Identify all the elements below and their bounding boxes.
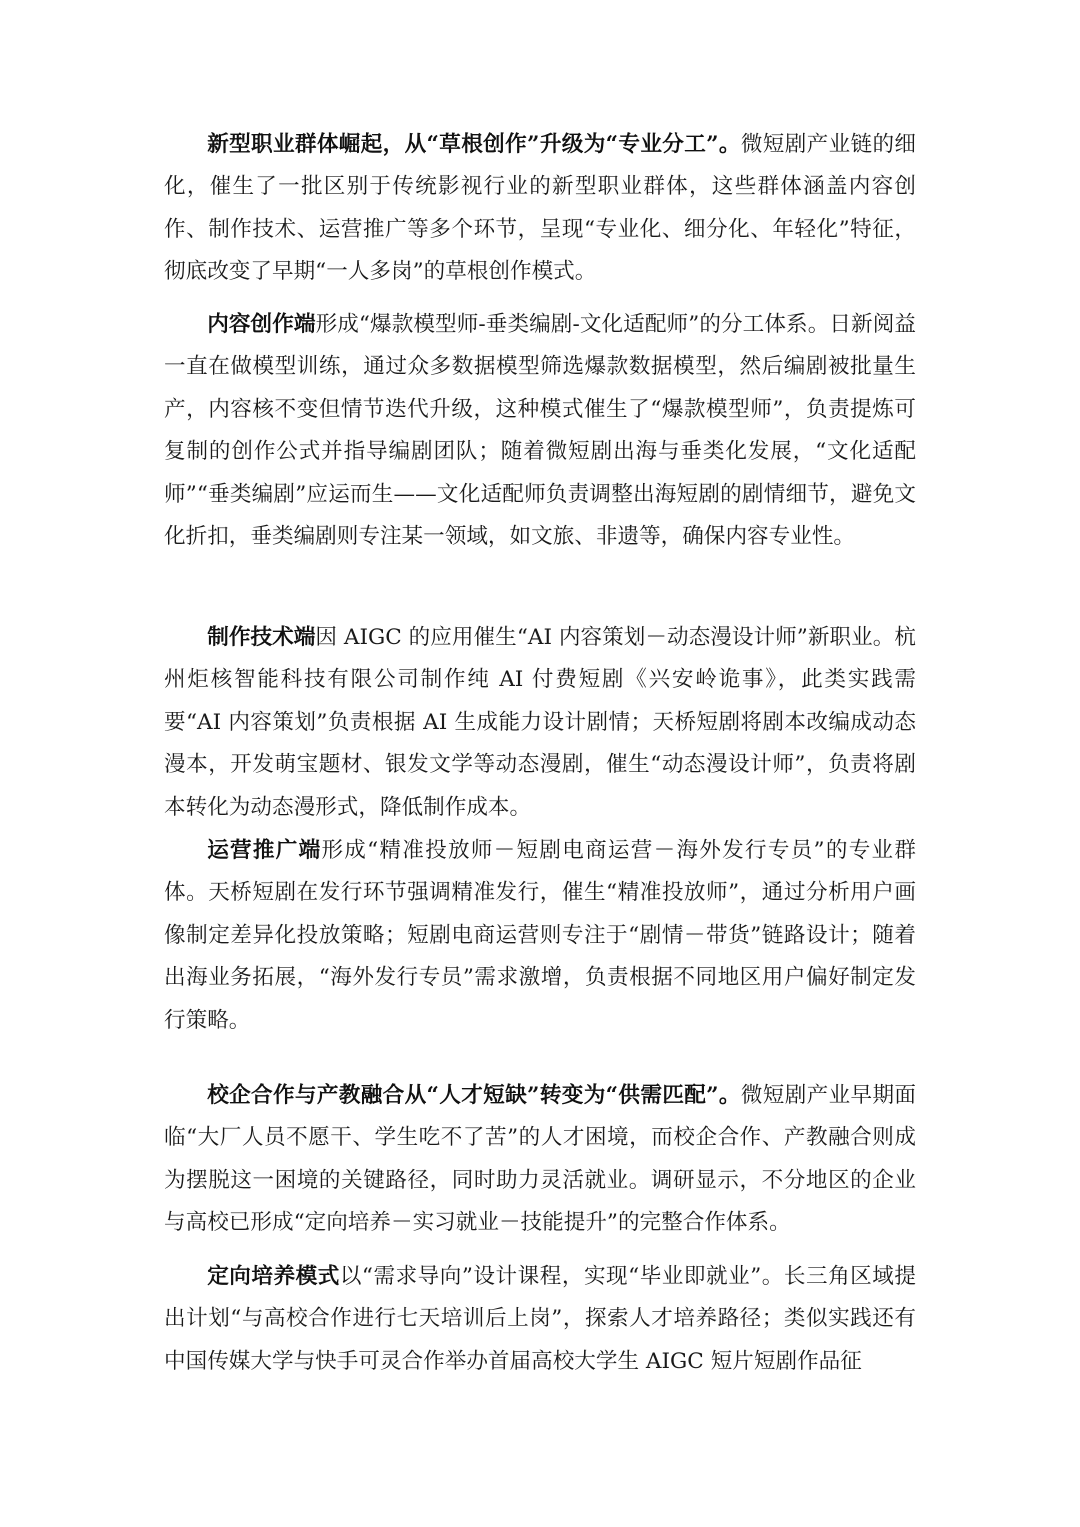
paragraph-lead: 校企合作与产教融合从“人才短缺”转变为“供需匹配”。 — [207, 1083, 741, 1108]
paragraph-production-tech — [164, 617, 916, 829]
paragraph-school-enterprise — [164, 1075, 916, 1245]
paragraph-body: 形成“精准投放师－短剧电商运营－海外发行专员”的专业群体。天桥短剧在发行环节强调精准发行，催生“精准投放师”，通过分析用户画像制定差异化投放策略；短剧电商运营则专注于“剧情－带货”链路设计；随着出海业务拓展，“海外发行专员”需求激增，负责根据不同地区用户偏好制定发行策略。 — [164, 838, 916, 1033]
paragraph-body: 形成“爆款模型师-垂类编剧-文化适配师”的分工体系。日新阅益一直在做模型训练，通过众多数据模型筛选爆款数据模型，然后编剧被批量生产，内容核不变但情节迭代升级，这种模式催生了“爆款模型师”，负责提炼可复制的创作公式并指导编剧团队；随着微短剧出海与垂类化发展，“文化适配师”“垂类编剧”应运而生——文化适配师负责调整出海短剧的剧情细节，避免文化折扣，垂类编剧则专注某一领域，如文旅、非遗等，确保内容专业性。 — [164, 312, 916, 550]
paragraph-lead: 新型职业群体崛起，从“草根创作”升级为“专业分工”。 — [207, 132, 741, 157]
paragraph-content-creation — [164, 304, 916, 558]
paragraph-lead: 定向培养模式 — [207, 1264, 340, 1289]
paragraph-lead: 制作技术端 — [207, 625, 316, 650]
paragraph-body: 因 AIGC 的应用催生“AI 内容策划－动态漫设计师”新职业。杭州炬核智能科技有限公司制作纯 AI 付费短剧《兴安岭诡事》，此类实践需要“AI 内容策划”负责根据 AI 生成能力设计剧情；天桥短剧将剧本改编成动态漫本，开发萌宝题材、银发文学等动态漫剧，催生“动态漫设计师”，负责将剧本转化为动态漫形式，降低制作成本。 — [164, 625, 916, 820]
paragraph-lead: 运营推广端 — [207, 838, 322, 863]
paragraph-targeted-training — [164, 1256, 916, 1383]
paragraph-new-professions — [164, 124, 916, 294]
paragraph-body: 微短剧产业早期面临“大厂人员不愿干、学生吃不了苦”的人才困境，而校企合作、产教融合则成为摆脱这一困境的关键路径，同时助力灵活就业。调研显示，不分地区的企业与高校已形成“定向培养－实习就业－技能提升”的完整合作体系。 — [164, 1083, 916, 1236]
paragraph-body: 微短剧产业链的细化，催生了一批区别于传统影视行业的新型职业群体，这些群体涵盖内容创作、制作技术、运营推广等多个环节，呈现“专业化、细分化、年轻化”特征，彻底改变了早期“一人多岗”的草根创作模式。 — [164, 132, 916, 285]
paragraph-lead: 内容创作端 — [207, 312, 316, 337]
paragraph-body: 以“需求导向”设计课程，实现“毕业即就业”。长三角区域提出计划“与高校合作进行七天培训后上岗”，探索人才培养路径；类似实践还有中国传媒大学与快手可灵合作举办首届高校大学生 AIGC 短片短剧作品征 — [164, 1264, 916, 1374]
paragraph-operations — [164, 830, 916, 1042]
